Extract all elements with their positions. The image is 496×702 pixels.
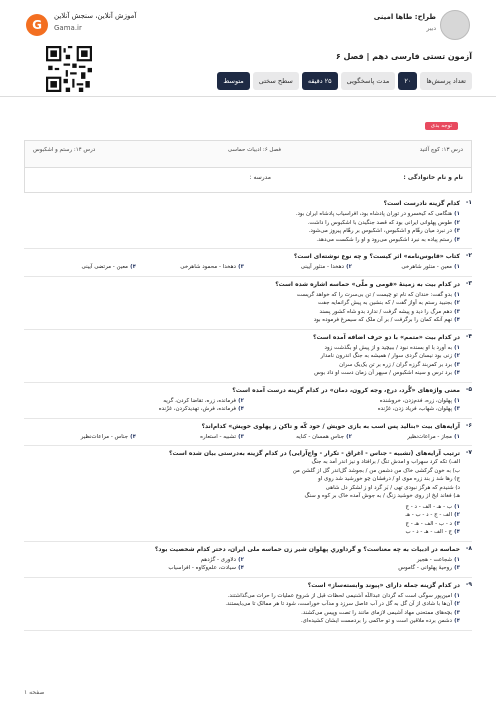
question-text: کتاب «قابوس‌نامه» اثر کیست؟ و چه نوع نوشته‌ای است؟ — [293, 253, 460, 260]
option-text: برد ترس و سینه اشکبوس / سپهر آن زمان دست او داد بوس — [314, 370, 452, 376]
question-number: ۳- — [465, 279, 472, 287]
student-info — [24, 166, 472, 193]
option-number: ۱) — [454, 592, 460, 599]
option-number: ۲) — [454, 601, 460, 607]
option-number: ۴) — [454, 370, 460, 376]
option-text: دهخدا - منثور آیینی — [300, 264, 344, 270]
options — [28, 503, 460, 537]
question-text: حماسه در ادبیات به چه معناست؟ و گرداوریِ پهلوان شیر زن حماسه ملی ایران، دختر کدام شخصیت بود؟ — [154, 545, 460, 553]
poem-line: ب) به خون گرکشی خاک من دشمن من / بجوشد گل‌اندر گل از گلشن من — [292, 467, 460, 474]
meta-chapter: فصل ۶: ادبیات حماسی — [227, 147, 281, 153]
option-number: ۳) — [454, 609, 460, 616]
answer-option[interactable] — [352, 433, 460, 442]
option-number: ۲) — [346, 433, 352, 440]
question-text: کدام گزینه نادرست است؟ — [383, 200, 460, 207]
student-school-label: مدرسه : — [249, 174, 271, 181]
option-number: ۳) — [238, 433, 244, 440]
info-count-label: تعداد پرسش‌ها — [420, 72, 472, 90]
answer-option[interactable] — [28, 609, 460, 618]
option-text: دهم مرگ را دید و پیشه گرفت / ندارد بدو شاه کشور پسند — [319, 308, 452, 315]
info-difficulty-value: متوسط — [217, 72, 249, 90]
answer-option[interactable] — [28, 219, 460, 228]
option-number: ۳) — [454, 308, 460, 315]
question-number: ۹- — [465, 580, 472, 588]
option-number: ۴) — [130, 433, 136, 440]
option-text: بچه‌های ممتحنی مهاد آشیمی لازمای مانند را تصت وپیس می‌کشند. — [301, 609, 452, 616]
info-difficulty-label: سطح سختی — [253, 72, 299, 90]
gama-logo-icon: G — [26, 14, 48, 36]
question-text: ترتیب آرایه‌های (تشبیه - جناس - اغراق - تکرار - واج‌آرایی) در کدام گزینه به‌درستی بیان شده است؟ — [169, 450, 460, 457]
answer-option[interactable] — [136, 263, 244, 272]
question-item — [24, 277, 472, 330]
answer-option[interactable] — [28, 528, 460, 537]
option-text: بجنبید رستم به آواز گفت / که بنشین به پیش گرانمایه جفت — [317, 300, 452, 306]
answer-option[interactable] — [28, 433, 136, 442]
answer-option[interactable] — [28, 600, 460, 609]
option-number: ۱) — [454, 556, 460, 563]
info-count-value: ۲۰ — [398, 72, 417, 90]
options — [28, 344, 460, 378]
qr-code-icon[interactable] — [46, 46, 92, 92]
options — [28, 263, 460, 272]
answer-option[interactable] — [28, 299, 460, 308]
answer-option[interactable] — [28, 236, 460, 245]
question-item — [24, 196, 472, 249]
answer-option[interactable] — [136, 433, 244, 442]
answer-option[interactable] — [28, 511, 460, 520]
option-number: ۲) — [238, 397, 244, 404]
option-number: ۴) — [454, 529, 460, 535]
question-text: در کدام بیت به زمینهٔ «قومی و ملّی» حماسه اشاره شده است؟ — [275, 280, 460, 288]
option-number: ۴) — [454, 317, 460, 323]
answer-option[interactable] — [28, 405, 244, 414]
brand-tagline: آموزش آنلاین، سنجش آنلاین — [54, 12, 137, 20]
option-number: ۳) — [454, 565, 460, 571]
answer-option[interactable] — [28, 592, 460, 601]
question-number: ۵- — [465, 385, 472, 393]
option-text: دهخدا - محمود شاهرخی — [180, 264, 236, 270]
answer-option[interactable] — [244, 556, 460, 565]
question-item — [24, 419, 472, 447]
options — [28, 592, 460, 626]
poem-line: الف) تکه کرد سهراب و امدش تنگ / برافتاد و نیز اندر آمد به جنگ — [311, 459, 460, 465]
answer-option[interactable] — [28, 263, 136, 272]
question-number: ۱- — [465, 199, 472, 206]
poem-line: د) شنیدم که هرگز نبودی تهی / بَر گرد او ز لشکر دل شاهی — [325, 484, 460, 491]
option-number: ۱) — [454, 264, 460, 270]
question-number: ۷- — [465, 449, 472, 456]
option-text: طوس پهلوانی ایرانی بود که قصد جنگیدن با اشکبوس را داشت. — [307, 219, 452, 226]
question-item — [24, 330, 472, 383]
option-number: ۴) — [454, 618, 460, 624]
student-name-label: نام و نام خانوادگی : — [403, 174, 463, 181]
answer-option[interactable] — [28, 308, 460, 317]
exam-title: آزمون تستی فارسی دهم | فصل ۶ — [335, 52, 472, 61]
question-number: ۶- — [465, 421, 472, 429]
answer-option[interactable] — [28, 617, 460, 626]
question-number: ۴- — [465, 332, 472, 340]
answer-option[interactable] — [28, 291, 460, 300]
option-number: ۴) — [130, 264, 136, 270]
question-item — [24, 446, 472, 542]
option-number: ۱) — [454, 503, 460, 510]
option-text: فرمانده، زره، تقاضا کردن، گریه — [163, 397, 236, 404]
option-number: ۱) — [454, 344, 460, 351]
option-text: نهم آنکه کمان را برگرفت / بر آن ملک که سیمرغ فرموده بود — [313, 317, 452, 323]
option-number: ۲) — [454, 300, 460, 306]
option-text: امین‌پور سوگی است که گردان عبداللّه آشنیمی لحظات قبل از شروع عملیات را حرات می‌گذاشتند. — [227, 592, 452, 599]
exam-info-bar — [217, 72, 472, 90]
option-number: ۲) — [454, 512, 460, 518]
answer-option[interactable] — [28, 210, 460, 219]
lesson-meta — [24, 140, 472, 168]
designer-role: دبیر — [426, 25, 436, 32]
option-text: پهلوان، زره، فدم‌زدن، خروشنده — [379, 397, 452, 404]
option-text: مجاز - مراعات‌نظیر — [407, 433, 452, 440]
header — [24, 8, 472, 94]
answer-option[interactable] — [352, 263, 460, 272]
question-number: ۸- — [465, 544, 472, 552]
question-list — [24, 196, 472, 631]
option-text: برد بر کمربند گرزه گران / زره بر تن یک‌یک سران — [339, 361, 452, 368]
option-text: تشبیه - استعاره — [200, 433, 236, 440]
option-number: ۳) — [238, 264, 244, 270]
option-text: معین - مرتضی آیینی — [81, 264, 128, 270]
option-number: ۱) — [454, 211, 460, 217]
option-text: رستم پیاده به نبرد اشکبوس می‌رود و او را شکست می‌دهد. — [316, 236, 452, 243]
answer-option[interactable] — [28, 564, 244, 573]
option-text: پهلوان، شهاب، فریاد زدن، غرّنده — [377, 406, 452, 412]
answer-option[interactable] — [28, 520, 460, 529]
answer-option[interactable] — [28, 352, 460, 361]
option-text: الف - ج - د - ب - هـ — [405, 512, 452, 518]
notice-tab: توجه بدی — [425, 122, 458, 130]
info-duration-value: ۲۵ دقیقه — [302, 72, 338, 90]
option-number: ۱) — [454, 433, 460, 440]
options — [28, 433, 460, 442]
option-number: ۱) — [454, 291, 460, 298]
question-item — [24, 542, 472, 578]
answer-option[interactable] — [28, 369, 460, 378]
page-number: صفحه ۱ — [24, 689, 45, 696]
option-number: ۳) — [454, 228, 460, 234]
answer-option[interactable] — [244, 263, 352, 272]
info-duration-label: مدت پاسخگویی — [341, 72, 396, 90]
option-number: ۲) — [346, 264, 352, 270]
option-text: زنی بود نیسان گردی سوار / همیشه به جنگ اندرون نامدار — [320, 353, 452, 359]
question-item — [24, 578, 472, 631]
answer-option[interactable] — [244, 397, 460, 406]
meta-lesson2: درس ۱۴: رستم و اشکبوس — [33, 147, 96, 153]
options — [28, 397, 460, 414]
option-text: سیادت، علم‌وکاوه - افراسیاب — [168, 565, 236, 571]
answer-option[interactable] — [28, 344, 460, 353]
option-number: ۲) — [454, 353, 460, 359]
options — [28, 556, 460, 573]
answer-option[interactable] — [244, 564, 460, 573]
option-text: ب - هـ - الف - د - ج — [405, 503, 452, 510]
option-text: د - ب - الف - هـ - ج — [405, 520, 452, 527]
option-text: جناس همسان - کنایه — [296, 433, 344, 440]
poem-line: ج) رها شد ز بند زره موی او / درفشان چو خورشید شد روی او — [318, 476, 460, 482]
option-text: دلاوری - گژدهم — [200, 556, 236, 563]
answer-option[interactable] — [28, 361, 460, 370]
option-number: ۴) — [238, 565, 244, 571]
option-text: هنگامی که کیخسرو در توران پادشاه بود، افراسیاب پادشاه ایران بود. — [295, 211, 452, 217]
option-number: ۳) — [454, 361, 460, 368]
answer-option[interactable] — [28, 227, 460, 236]
answer-option[interactable] — [28, 503, 460, 512]
option-text: جناس - مراعات‌نظیر — [80, 433, 128, 440]
answer-option[interactable] — [244, 433, 352, 442]
question-item — [24, 249, 472, 277]
option-number: ۴) — [454, 236, 460, 243]
brand[interactable] — [24, 8, 174, 36]
answer-option[interactable] — [244, 405, 460, 414]
question-text: معنی واژه‌های «گُرد، درع، وجه کرون، دمان» در کدام گزینه درست آمده است؟ — [232, 386, 460, 394]
answer-option[interactable] — [28, 316, 460, 325]
option-text: معین - منثور شاهرخی — [401, 264, 452, 270]
avatar — [440, 10, 470, 40]
poem-line: هـ) فغاند ابخ از روی خوشید زنگ / به جوش آمده خاک بر کوه و سنگ — [304, 493, 460, 499]
question-text: آرایه‌های بیت «بنالید پس اسب به بازی خویش / خود کّه و تاکن ز پهلوی خویش» کدام‌اند؟ — [201, 422, 460, 430]
question-text: در کدام گزینه جمله دارای «پیوند وابسته‌ساز» است؟ — [307, 581, 460, 589]
option-number: ۳) — [454, 406, 460, 412]
meta-lesson: درس ۱۳: کوچ آلنید — [419, 147, 463, 153]
option-text: روحیهٔ پهلوانی - گاموس — [398, 565, 452, 571]
divider — [0, 96, 496, 103]
option-text: به آورد با او بسنده نبود / ببیچید و از پیش او بگذشت زود — [324, 344, 452, 351]
brand-site: Gama.ir — [54, 24, 82, 32]
option-text: در نبرد میان رهّام و اشکبوس، اشکبوس بر رهّام پیروز می‌شود. — [308, 228, 452, 234]
designer-name: طراح: طاها امینی — [373, 13, 436, 21]
option-number: ۳) — [454, 520, 460, 527]
options — [28, 210, 460, 244]
option-text: فرمانده، فرش، تهدیدکردن، غرّنده — [158, 406, 236, 412]
designer-box — [312, 8, 472, 42]
option-text: بدو گفت: خندان که نام تو چیست / تن بی‌سرت را که خواهد گریست — [296, 291, 452, 298]
option-number: ۱) — [454, 397, 460, 404]
option-text: شجاعت - هجیر — [416, 556, 452, 563]
answer-option[interactable] — [28, 397, 244, 406]
question-text: در کدام بیت «متمم» با دو حرف اضافه آمده است؟ — [312, 333, 460, 341]
answer-option[interactable] — [28, 556, 244, 565]
option-number: ۲) — [238, 556, 244, 563]
question-number: ۲- — [465, 252, 472, 259]
option-text: ج - الف - هـ - د - ب — [405, 529, 452, 535]
option-number: ۴) — [238, 406, 244, 412]
question-item — [24, 383, 472, 419]
options — [28, 291, 460, 325]
option-text: دشمن برده ملاقین است و تو حاکمی را بردمست ایشان کشیده‌ای. — [300, 618, 452, 624]
option-number: ۲) — [454, 219, 460, 226]
option-text: آن‌ها با شادی از آن گل به گل در آب عاصل سرزد و مدآب خوراست، شود تا هر ممالک تا می‌بایستند. — [225, 601, 452, 607]
